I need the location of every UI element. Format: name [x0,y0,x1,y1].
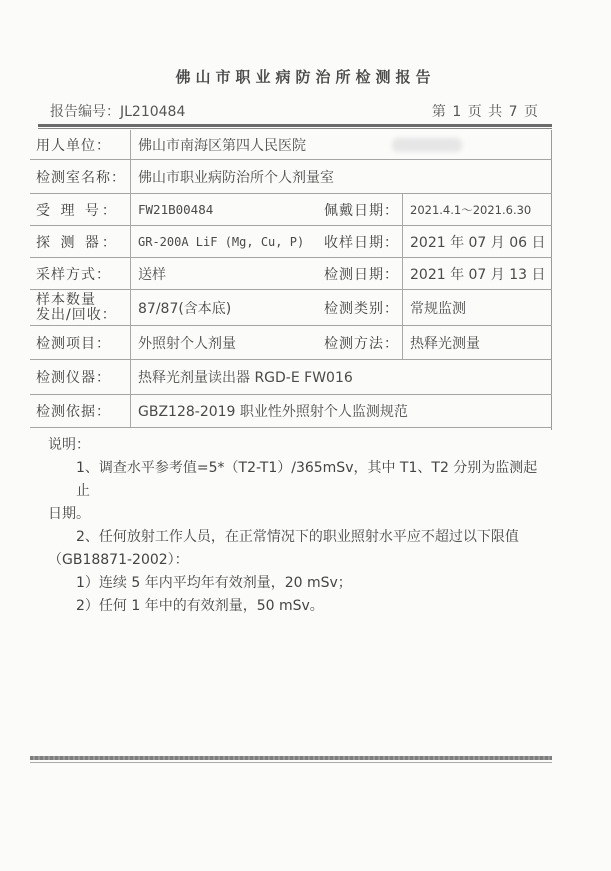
row-basis [30,395,552,428]
instrument-value: 热释光剂量读出器 RGD-E FW016 [138,370,353,386]
divider [130,160,131,193]
sample-count-value: 87/87(含本底) [138,300,232,317]
info-table [30,130,552,430]
lab-label: 检测室名称： [36,169,126,186]
note-1: 1、调查水平参考值=5*（T2-T1）/365mSv，其中 T1、T2 分别为监测起止 [76,460,538,499]
sample-count-label-line1: 样本数量 [36,291,96,308]
sampling-label: 采样方式： [36,266,111,283]
row-sampling [30,258,552,290]
divider [130,360,131,394]
wear-date-value: 2021.4.1～2021.6.30 [410,202,532,217]
footer-rule-thin [30,762,552,763]
header-rule-thin [38,128,552,129]
row-instrument [30,360,552,395]
row-client [30,130,552,160]
divider [130,194,131,225]
accept-label: 受 理 号： [36,202,119,219]
lab-value: 佛山市职业病防治所个人剂量室 [138,169,334,186]
report-number [50,101,185,121]
category-value: 常规监测 [410,300,466,317]
divider [402,326,403,359]
note-3: 1）连续 5 年内平均年有效剂量，20 mSv； [76,575,352,591]
report-number-label: 报告编号： [50,104,120,120]
row-detector [30,226,552,258]
wear-date-label: 佩戴日期： [324,202,399,219]
detector-label: 探 测 器： [36,234,119,251]
collect-date-value: 2021 年 07 月 06 日 [410,234,546,251]
notes-section [48,434,548,618]
basis-value: GBZ128-2019 职业性外照射个人监测规范 [138,404,408,420]
page-indicator: 第 1 页 共 7 页 [431,104,539,120]
test-date-value: 2021 年 07 月 13 日 [410,266,546,283]
note-2-cont: （GB18871-2002）： [48,552,189,568]
basis-label: 检测依据： [36,404,111,420]
sample-count-label-line2: 发出/回收： [36,306,117,323]
category-label: 检测类别： [324,300,399,317]
test-date-label: 检测日期： [324,266,399,283]
client-label: 用人单位： [36,137,111,154]
sample-count-label [36,290,117,325]
footer-rule [30,756,552,760]
client-value: 佛山市南海区第四人民医院 [138,137,306,154]
collect-date-label: 收样日期： [324,234,399,251]
row-sample-count [30,290,552,326]
item-value: 外照射个人剂量 [138,335,236,352]
divider [130,395,131,427]
report-number-value: JL210484 [120,104,186,120]
note-4: 2）任何 1 年中的有效剂量，50 mSv。 [76,598,324,614]
divider [402,226,403,257]
row-item [30,326,552,360]
divider [130,226,131,257]
instrument-label: 检测仪器： [36,370,111,386]
method-value: 热释光测量 [410,335,480,352]
divider [130,290,131,325]
divider [402,290,403,325]
row-accept [30,194,552,226]
divider [130,258,131,289]
note-1-cont: 日期。 [48,506,90,522]
accept-value: FW21B00484 [138,202,214,217]
note-2: 2、任何放射工作人员，在正常情况下的职业照射水平应不超过以下限值 [76,529,519,545]
report-title: 佛山市职业病防治所检测报告 [175,68,436,86]
item-label: 检测项目： [36,335,111,352]
divider [402,194,403,225]
divider [130,326,131,359]
sampling-value: 送样 [138,266,166,283]
divider [130,130,131,159]
header-rule [38,124,552,127]
detector-value: GR-200A LiF (Mg, Cu, P) [138,234,305,249]
method-label: 检测方法： [324,335,399,352]
row-lab [30,160,552,194]
divider [402,258,403,289]
notes-heading: 说明： [48,437,90,453]
